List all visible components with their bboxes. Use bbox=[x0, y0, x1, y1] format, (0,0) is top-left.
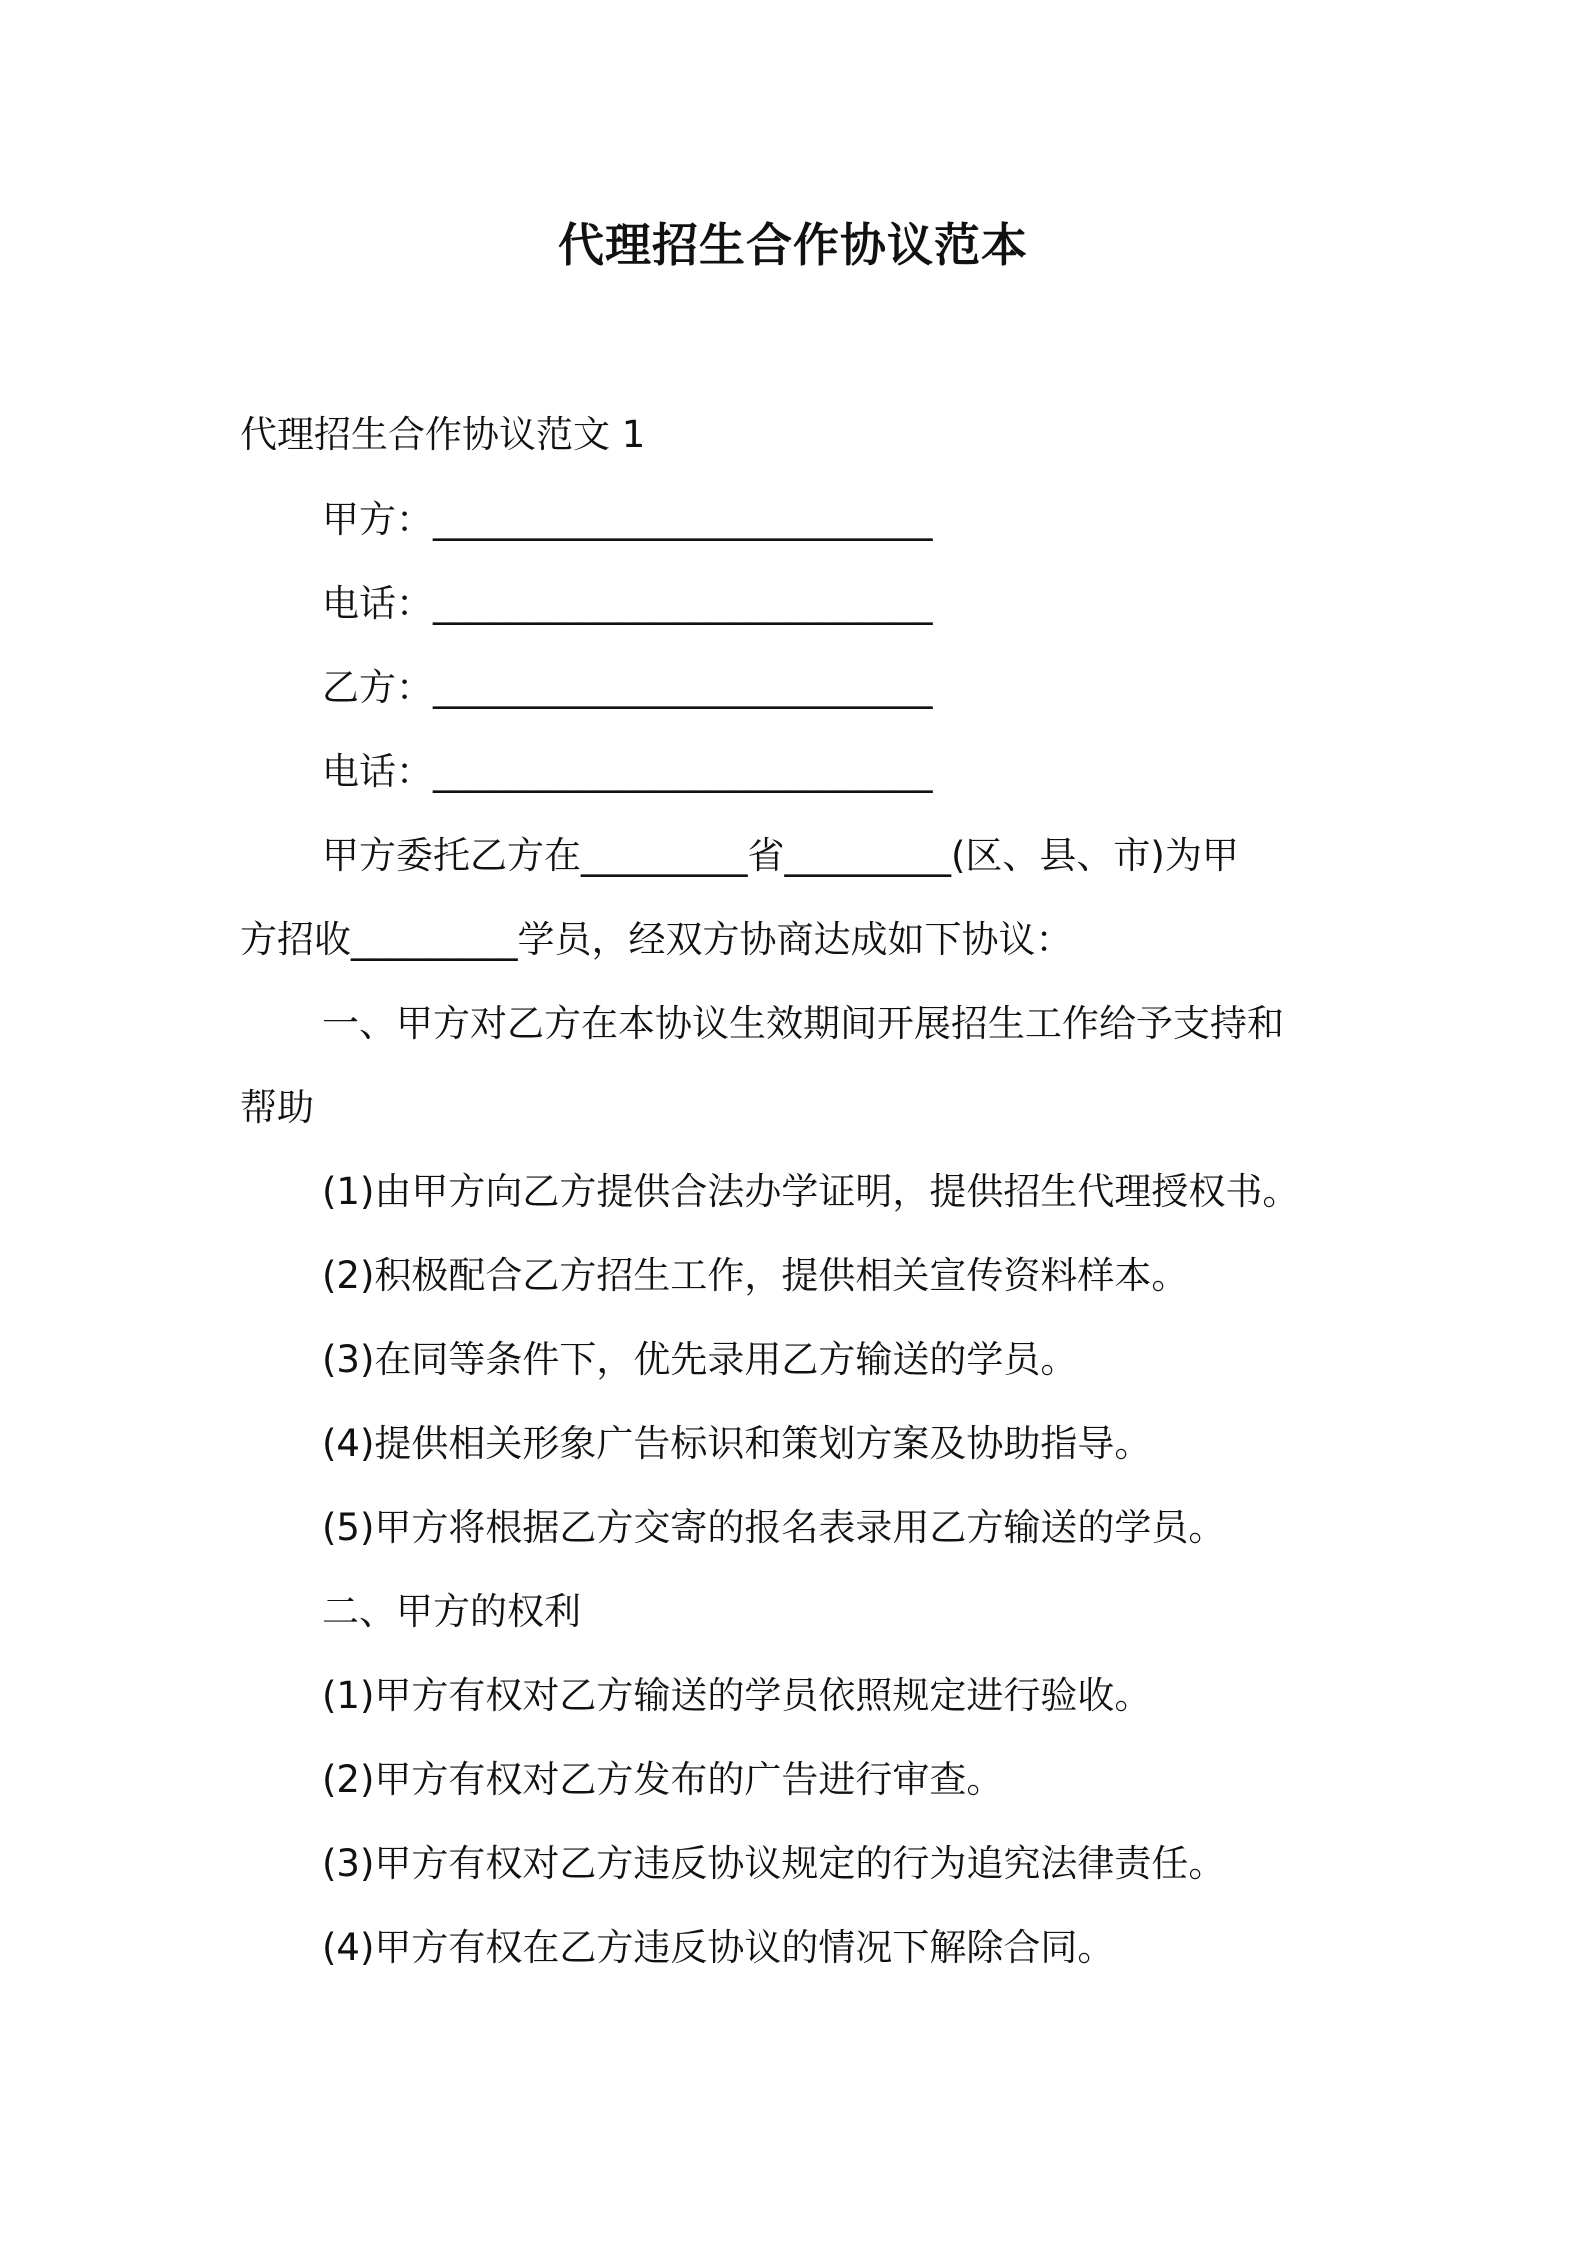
intro-line-2: 方招收_________学员，经双方协商达成如下协议： bbox=[240, 918, 1073, 961]
section2-item-4: (4)甲方有权在乙方违反协议的情况下解除合同。 bbox=[322, 1926, 1115, 1969]
party-b-line: 乙方：___________________________ bbox=[322, 666, 933, 709]
document-subtitle: 代理招生合作协议范文 1 bbox=[240, 413, 646, 456]
party-b-phone-line: 电话：___________________________ bbox=[322, 750, 933, 793]
section1-item-1: (1)由甲方向乙方提供合法办学证明，提供招生代理授权书。 bbox=[322, 1170, 1300, 1213]
section2-item-3: (3)甲方有权对乙方违反协议规定的行为追究法律责任。 bbox=[322, 1842, 1226, 1885]
section1-item-2: (2)积极配合乙方招生工作，提供相关宣传资料样本。 bbox=[322, 1254, 1189, 1297]
intro-line-1: 甲方委托乙方在_________省_________(区、县、市)为甲 bbox=[322, 834, 1239, 877]
section2-item-2: (2)甲方有权对乙方发布的广告进行审查。 bbox=[322, 1758, 1004, 1801]
document-title: 代理招生合作协议范本 bbox=[558, 218, 1028, 272]
section1-item-5: (5)甲方将根据乙方交寄的报名表录用乙方输送的学员。 bbox=[322, 1506, 1226, 1549]
party-a-phone-line: 电话：___________________________ bbox=[322, 582, 933, 625]
section1-item-4: (4)提供相关形象广告标识和策划方案及协助指导。 bbox=[322, 1422, 1152, 1465]
section2-heading: 二、甲方的权利 bbox=[322, 1590, 581, 1633]
party-a-line: 甲方：___________________________ bbox=[322, 498, 933, 541]
section1-heading-line-2: 帮助 bbox=[240, 1086, 314, 1129]
section2-item-1: (1)甲方有权对乙方输送的学员依照规定进行验收。 bbox=[322, 1674, 1152, 1717]
section1-heading-line-1: 一、甲方对乙方在本协议生效期间开展招生工作给予支持和 bbox=[322, 1002, 1284, 1045]
section1-item-3: (3)在同等条件下，优先录用乙方输送的学员。 bbox=[322, 1338, 1078, 1381]
